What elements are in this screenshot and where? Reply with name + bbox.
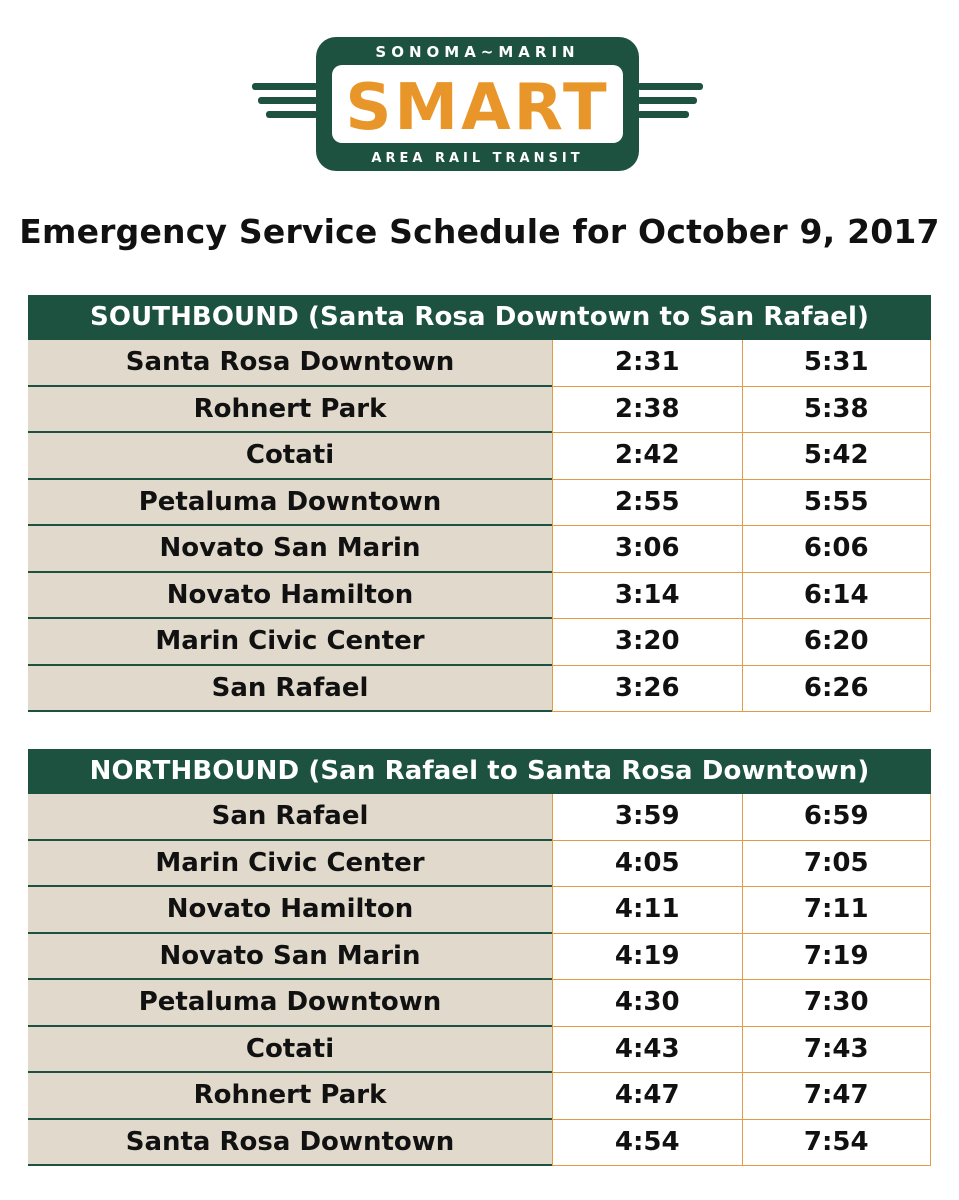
departure-time: 6:59 [742,794,932,841]
table-row [28,480,931,527]
departure-time: 2:31 [552,340,742,387]
departure-time: 6:26 [742,666,932,713]
table-row [28,340,931,387]
logo-bottom-text: AREA RAIL TRANSIT [371,151,584,166]
station-name: Petaluma Downtown [28,480,552,527]
station-name: Rohnert Park [28,387,552,434]
table-row [28,934,931,981]
table-row [28,1120,931,1167]
page-title: Emergency Service Schedule for October 9, 2017 [19,212,940,251]
departure-time: 7:43 [742,1027,932,1074]
table-row [28,387,931,434]
table-row [28,573,931,620]
station-name: Novato San Marin [28,934,552,981]
logo-top-text: SONOMA~MARIN [375,43,580,61]
departure-time: 4:19 [552,934,742,981]
table-row [28,1073,931,1120]
departure-time: 6:14 [742,573,932,620]
station-name: Marin Civic Center [28,841,552,888]
table-row [28,619,931,666]
station-name: Rohnert Park [28,1073,552,1120]
station-name: Santa Rosa Downtown [28,340,552,387]
departure-time: 6:06 [742,526,932,573]
station-name: Novato San Marin [28,526,552,573]
departure-time: 3:26 [552,666,742,713]
departure-time: 5:38 [742,387,932,434]
smart-logo [250,35,705,175]
departure-time: 7:11 [742,887,932,934]
station-name: San Rafael [28,666,552,713]
departure-time: 7:30 [742,980,932,1027]
departure-time: 7:47 [742,1073,932,1120]
departure-time: 5:55 [742,480,932,527]
departure-time: 3:59 [552,794,742,841]
departure-time: 2:38 [552,387,742,434]
departure-time: 2:55 [552,480,742,527]
departure-time: 4:47 [552,1073,742,1120]
station-name: Santa Rosa Downtown [28,1120,552,1167]
station-name: San Rafael [28,794,552,841]
station-name: Novato Hamilton [28,887,552,934]
southbound-header: SOUTHBOUND (Santa Rosa Downtown to San Rafael) [28,295,931,340]
departure-time: 5:42 [742,433,932,480]
station-name: Cotati [28,433,552,480]
station-name: Petaluma Downtown [28,980,552,1027]
departure-time: 4:43 [552,1027,742,1074]
departure-time: 7:19 [742,934,932,981]
logo-main-text: SMART [345,71,610,145]
table-row [28,794,931,841]
table-row [28,433,931,480]
table-row [28,887,931,934]
northbound-schedule-table [28,749,931,1166]
smart-logo-graphic [250,35,705,175]
station-name: Cotati [28,1027,552,1074]
table-row [28,666,931,713]
table-row [28,1027,931,1074]
table-row [28,841,931,888]
departure-time: 7:54 [742,1120,932,1167]
departure-time: 3:06 [552,526,742,573]
table-row [28,980,931,1027]
station-name: Marin Civic Center [28,619,552,666]
station-name: Novato Hamilton [28,573,552,620]
departure-time: 4:30 [552,980,742,1027]
departure-time: 6:20 [742,619,932,666]
departure-time: 4:54 [552,1120,742,1167]
departure-time: 4:05 [552,841,742,888]
departure-time: 3:14 [552,573,742,620]
northbound-header: NORTHBOUND (San Rafael to Santa Rosa Downtown) [28,749,931,794]
departure-time: 7:05 [742,841,932,888]
departure-time: 5:31 [742,340,932,387]
southbound-schedule-table [28,295,931,712]
departure-time: 2:42 [552,433,742,480]
departure-time: 4:11 [552,887,742,934]
departure-time: 3:20 [552,619,742,666]
table-row [28,526,931,573]
